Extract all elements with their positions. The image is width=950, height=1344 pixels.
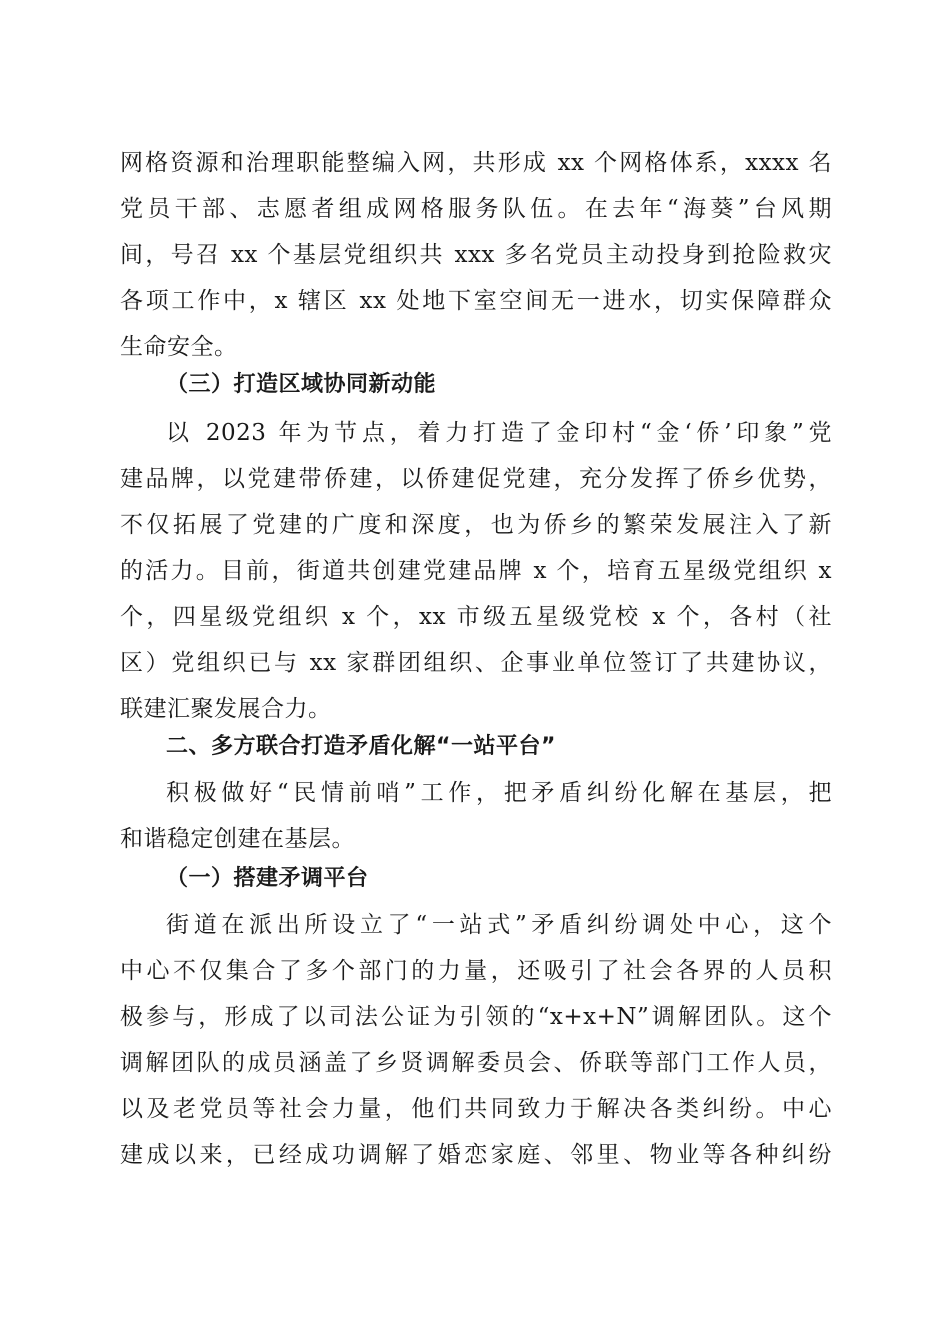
paragraph-line: 间，号召 xx 个基层党组织共 xxx 多名党员主动投身到抢险救灾 xyxy=(120,242,832,268)
section-heading: （三）打造区域协同新动能 xyxy=(166,372,437,397)
paragraph-line: 各项工作中，x 辖区 xx 处地下室空间无一进水，切实保障群众 xyxy=(120,288,832,314)
paragraph-line: 党员干部、志愿者组成网格服务队伍。在去年“海葵”台风期 xyxy=(120,196,832,222)
paragraph-line: 积极做好“民情前哨”工作，把矛盾纠纷化解在基层，把 xyxy=(166,780,832,806)
paragraph-line: 区）党组织已与 xx 家群团组织、企事业单位签订了共建协议， xyxy=(120,650,832,676)
paragraph-line: 的活力。目前，街道共创建党建品牌 x 个，培育五星级党组织 x xyxy=(120,558,832,584)
paragraph-line: 街道在派出所设立了“一站式”矛盾纠纷调处中心，这个 xyxy=(166,912,832,938)
paragraph-line: 以及老党员等社会力量，他们共同致力于解决各类纠纷。中心 xyxy=(120,1096,832,1122)
paragraph-line: 联建汇聚发展合力。 xyxy=(120,696,332,722)
paragraph-line: 调解团队的成员涵盖了乡贤调解委员会、侨联等部门工作人员， xyxy=(120,1050,832,1076)
paragraph-line: 不仅拓展了党建的广度和深度，也为侨乡的繁荣发展注入了新 xyxy=(120,512,832,538)
paragraph-line: 极参与，形成了以司法公证为引领的“x+x+N”调解团队。这个 xyxy=(120,1004,832,1030)
section-heading: （一）搭建矛调平台 xyxy=(166,866,369,891)
paragraph-line: 网格资源和治理职能整编入网，共形成 xx 个网格体系，xxxx 名 xyxy=(120,150,832,176)
paragraph-line: 以 2023 年为节点，着力打造了金印村“金‘侨’印象”党 xyxy=(166,420,832,446)
paragraph-line: 个，四星级党组织 x 个，xx 市级五星级党校 x 个，各村（社 xyxy=(120,604,832,630)
paragraph-line: 和谐稳定创建在基层。 xyxy=(120,826,355,852)
paragraph-line: 生命安全。 xyxy=(120,334,238,360)
paragraph-line: 建品牌，以党建带侨建，以侨建促党建，充分发挥了侨乡优势， xyxy=(120,466,832,492)
paragraph-line: 建成以来，已经成功调解了婚恋家庭、邻里、物业等各种纠纷 xyxy=(120,1142,832,1168)
chapter-heading: 二、多方联合打造矛盾化解“一站平台” xyxy=(166,734,556,759)
paragraph-line: 中心不仅集合了多个部门的力量，还吸引了社会各界的人员积 xyxy=(120,958,832,984)
